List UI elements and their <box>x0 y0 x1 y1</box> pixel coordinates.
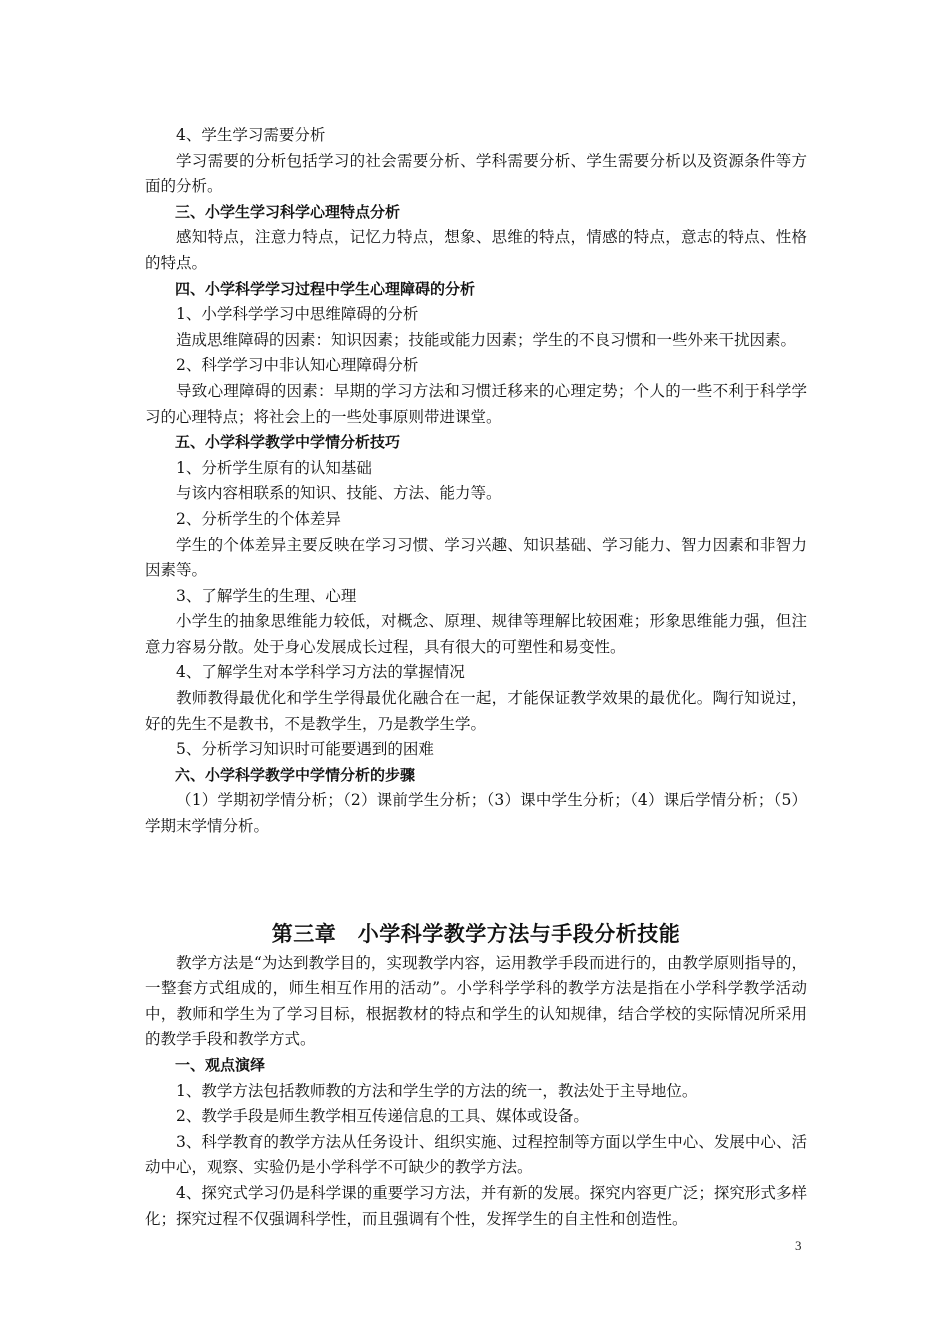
section-heading: 三、小学生学习科学心理特点分析 <box>175 202 401 221</box>
paragraph: 1、教学方法包括教师教的方法和学生学的方法的统一，教法处于主导地位。 <box>176 1081 698 1100</box>
paragraph: 3、科学教育的教学方法从任务设计、组织实施、过程控制等方面以学生中心、发展中心、活动中心，观察、实验仍是小学科学不可缺少的教学方法。 <box>145 1132 807 1177</box>
paragraph: 小学生的抽象思维能力较低，对概念、原理、规律等理解比较困难；形象思维能力强，但注意力容易分散。处于身心发展成长过程，具有很大的可塑性和易变性。 <box>145 612 807 656</box>
paragraph: 造成思维障碍的因素：知识因素；技能或能力因素；学生的不良习惯和一些外来干扰因素。 <box>176 330 797 349</box>
paragraph: 导致心理障碍的因素：早期的学习方法和习惯迁移来的心理定势；个人的一些不利于科学学习的心理特点；将社会上的一些处事原则带进课堂。 <box>145 381 807 426</box>
paragraph: 4、学生学习需要分析 <box>176 126 326 144</box>
page-number: 3 <box>795 1238 802 1253</box>
spacer <box>145 840 807 917</box>
section-heading: 五、小学科学教学中学情分析技巧 <box>175 433 401 452</box>
paragraph: 4、探究式学习仍是科学课的重要学习方法，并有新的发展。探究内容更广泛；探究形式多样化；探究过程不仅强调科学性，而且强调有个性，发挥学生的自主性和创造性。 <box>145 1183 807 1228</box>
document-page <box>145 123 807 1232</box>
paragraph: 学习需要的分析包括学习的社会需要分析、学科需要分析、学生需要分析以及资源条件等方面的分析。 <box>145 151 807 196</box>
section-heading: 一、观点演绎 <box>175 1056 266 1074</box>
paragraph: （1）学期初学情分析；（2）课前学生分析；（3）课中学生分析；（4）课后学情分析；（5）学期末学情分析。 <box>145 791 807 836</box>
paragraph: 2、分析学生的个体差异 <box>176 509 341 528</box>
section-heading: 四、小学科学学习过程中学生心理障碍的分析 <box>175 279 476 298</box>
chapter-title: 第三章 小学科学教学方法与手段分析技能 <box>271 921 681 946</box>
paragraph: 5、分析学习知识时可能要遇到的困难 <box>176 740 434 759</box>
paragraph: 学生的个体差异主要反映在学习习惯、学习兴趣、知识基础、学习能力、智力因素和非智力因素等。 <box>145 535 807 580</box>
paragraph: 2、教学手段是师生教学相互传递信息的工具、媒体或设备。 <box>176 1107 589 1126</box>
paragraph: 教学方法是“为达到教学目的，实现教学内容，运用教学手段而进行的，由教学原则指导的，一整套方式组成的，师生相互作用的活动”。小学科学学科的教学方法是指在小学科学教学活动中，教师和学生为了学习目标，根据教材的特点和学生的认知规律，结合学校的实际情况所采用的教学手段和教学方式。 <box>145 953 807 1049</box>
paragraph: 3、了解学生的生理、心理 <box>176 586 357 605</box>
paragraph: 1、分析学生原有的认知基础 <box>176 458 372 477</box>
paragraph: 4、了解学生对本学科学习方法的掌握情况 <box>176 663 465 682</box>
paragraph: 与该内容相联系的知识、技能、方法、能力等。 <box>176 484 502 503</box>
section-heading: 六、小学科学教学中学情分析的步骤 <box>175 765 416 784</box>
paragraph: 1、小学科学学习中思维障碍的分析 <box>176 305 419 324</box>
paragraph: 教师教得最优化和学生学得最优化融合在一起，才能保证教学效果的最优化。陶行知说过，好的先生不是教书，不是教学生，乃是教学生学。 <box>145 689 807 733</box>
paragraph: 感知特点，注意力特点，记忆力特点，想象、思维的特点，情感的特点，意志的特点、性格的特点。 <box>145 228 807 272</box>
paragraph: 2、科学学习中非认知心理障碍分析 <box>176 356 419 375</box>
